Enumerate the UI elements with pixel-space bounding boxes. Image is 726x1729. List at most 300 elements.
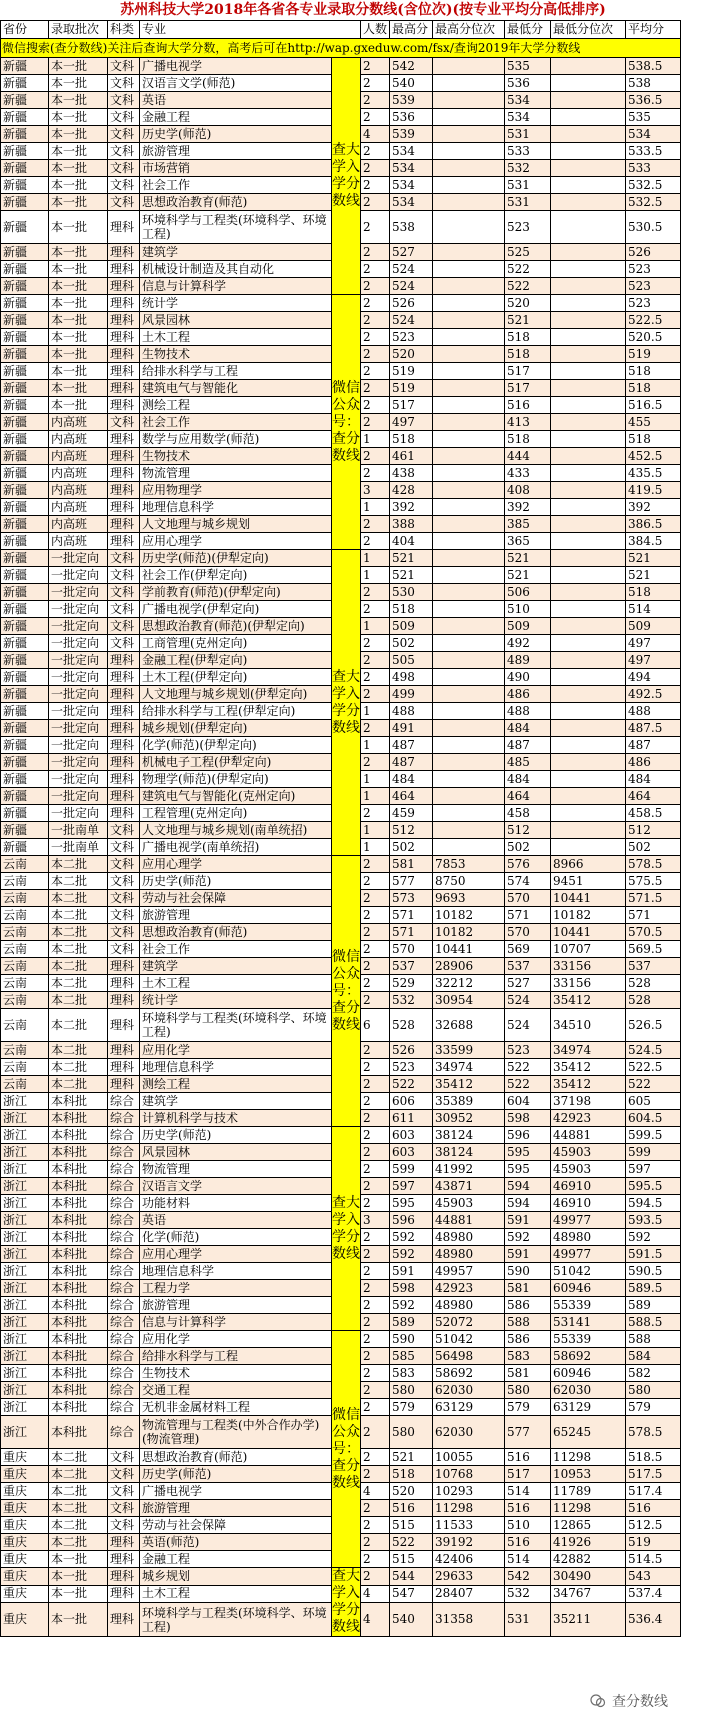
cell-avg-score: 571.5 [626, 890, 681, 907]
cell-category: 综合 [108, 1348, 140, 1365]
cell-major: 人文地理与城乡规划 [140, 516, 332, 533]
cell-min-score: 536 [505, 75, 551, 92]
cell-batch: 本二批 [49, 907, 108, 924]
cell-avg-score: 522.5 [626, 312, 681, 329]
cell-max-score: 580 [390, 1382, 433, 1399]
cell-min-score: 516 [505, 1500, 551, 1517]
cell-category: 理科 [108, 261, 140, 278]
cell-count: 2 [361, 1314, 390, 1331]
cell-min-rank: 46910 [551, 1178, 626, 1195]
cell-category: 文科 [108, 1517, 140, 1534]
cell-max-score: 499 [390, 686, 433, 703]
cell-min-rank [551, 533, 626, 550]
cell-max-score: 498 [390, 669, 433, 686]
cell-avg-score: 392 [626, 499, 681, 516]
cell-category: 理科 [108, 1076, 140, 1093]
cell-min-score: 518 [505, 431, 551, 448]
cell-min-rank [551, 686, 626, 703]
cell-max-rank [433, 329, 505, 346]
cell-major: 应用化学 [140, 1042, 332, 1059]
cell-count: 2 [361, 1568, 390, 1586]
cell-max-score: 438 [390, 465, 433, 482]
cell-max-rank: 48980 [433, 1246, 505, 1263]
cell-min-rank [551, 618, 626, 635]
cell-max-rank: 32688 [433, 1009, 505, 1042]
cell-max-score: 532 [390, 992, 433, 1009]
cell-min-rank: 34510 [551, 1009, 626, 1042]
cell-count: 1 [361, 431, 390, 448]
cell-major: 历史学(师范) [140, 1466, 332, 1483]
cell-count: 2 [361, 1297, 390, 1314]
cell-batch: 本科批 [49, 1093, 108, 1110]
cell-max-rank [433, 431, 505, 448]
cell-min-rank: 10182 [551, 907, 626, 924]
cell-category: 理科 [108, 211, 140, 244]
cell-batch: 本一批 [49, 143, 108, 160]
cell-max-rank [433, 618, 505, 635]
cell-avg-score: 569.5 [626, 941, 681, 958]
cell-category: 理科 [108, 499, 140, 516]
wechat-icon [590, 1693, 606, 1709]
cell-batch: 本一批 [49, 1585, 108, 1603]
cell-max-rank: 30954 [433, 992, 505, 1009]
table-row [1, 1127, 681, 1144]
cell-max-score: 597 [390, 1178, 433, 1195]
cell-category: 理科 [108, 278, 140, 295]
cell-avg-score: 452.5 [626, 448, 681, 465]
cell-avg-score: 578.5 [626, 856, 681, 873]
cell-province: 新疆 [1, 499, 49, 516]
cell-max-rank: 8750 [433, 873, 505, 890]
cell-min-score: 464 [505, 788, 551, 805]
cell-max-score: 484 [390, 771, 433, 788]
cell-min-rank [551, 448, 626, 465]
cell-avg-score: 512.5 [626, 1517, 681, 1534]
cell-count: 1 [361, 499, 390, 516]
cell-min-rank [551, 143, 626, 160]
cell-count: 2 [361, 924, 390, 941]
cell-category: 综合 [108, 1263, 140, 1280]
cell-max-score: 524 [390, 261, 433, 278]
cell-avg-score: 528 [626, 992, 681, 1009]
cell-major: 环境科学与工程类(环境科学、环境工程) [140, 1603, 332, 1637]
cell-province: 新疆 [1, 397, 49, 414]
cell-min-score: 521 [505, 567, 551, 584]
cell-min-rank [551, 703, 626, 720]
cell-max-score: 544 [390, 1568, 433, 1586]
cell-max-rank [433, 465, 505, 482]
cell-max-score: 526 [390, 295, 433, 312]
cell-avg-score: 516.5 [626, 397, 681, 414]
cell-max-rank [433, 346, 505, 363]
cell-min-score: 569 [505, 941, 551, 958]
cell-province: 浙江 [1, 1331, 49, 1348]
cell-min-score: 531 [505, 126, 551, 143]
cell-major: 应用物理学 [140, 482, 332, 499]
cell-min-score: 579 [505, 1399, 551, 1416]
cell-max-rank [433, 737, 505, 754]
cell-min-score: 485 [505, 754, 551, 771]
cell-min-rank [551, 652, 626, 669]
cell-min-score: 594 [505, 1178, 551, 1195]
watermark [590, 1688, 710, 1714]
cell-min-rank [551, 244, 626, 261]
cell-batch: 本科批 [49, 1212, 108, 1229]
cell-max-rank [433, 839, 505, 856]
cell-min-score: 488 [505, 703, 551, 720]
cell-max-score: 577 [390, 873, 433, 890]
cell-category: 理科 [108, 669, 140, 686]
cell-min-score: 586 [505, 1331, 551, 1348]
cell-min-rank: 35412 [551, 992, 626, 1009]
cell-province: 新疆 [1, 380, 49, 397]
cell-max-rank [433, 788, 505, 805]
cell-province: 新疆 [1, 533, 49, 550]
cell-batch: 内高班 [49, 431, 108, 448]
cell-category: 文科 [108, 414, 140, 431]
cell-count: 6 [361, 1009, 390, 1042]
cell-batch: 一批南单 [49, 839, 108, 856]
cell-min-score: 512 [505, 822, 551, 839]
cell-avg-score: 524.5 [626, 1042, 681, 1059]
watermark-text: 查分数线 [612, 1694, 668, 1710]
cell-province: 浙江 [1, 1348, 49, 1365]
cell-max-rank [433, 567, 505, 584]
cell-max-score: 570 [390, 941, 433, 958]
cell-province: 新疆 [1, 244, 49, 261]
cell-min-rank [551, 346, 626, 363]
cell-max-score: 519 [390, 380, 433, 397]
cell-max-score: 580 [390, 1416, 433, 1449]
cell-min-rank: 42923 [551, 1110, 626, 1127]
cell-min-score: 535 [505, 58, 551, 75]
cell-min-rank: 33156 [551, 975, 626, 992]
cell-avg-score: 521 [626, 567, 681, 584]
cell-major: 应用心理学 [140, 1246, 332, 1263]
cell-min-rank [551, 601, 626, 618]
cell-batch: 本科批 [49, 1161, 108, 1178]
cell-count: 2 [361, 1534, 390, 1551]
cell-min-score: 502 [505, 839, 551, 856]
cell-min-rank [551, 109, 626, 126]
cell-min-rank: 33156 [551, 958, 626, 975]
side-ad-text: 微信公众号：查分数线 [332, 856, 361, 1127]
cell-major: 汉语言文学 [140, 1178, 332, 1195]
cell-max-rank: 56498 [433, 1348, 505, 1365]
cell-batch: 本一批 [49, 92, 108, 109]
cell-province: 浙江 [1, 1246, 49, 1263]
cell-province: 新疆 [1, 550, 49, 567]
cell-count: 3 [361, 1212, 390, 1229]
cell-min-rank [551, 261, 626, 278]
cell-min-rank: 48980 [551, 1229, 626, 1246]
cell-major: 生物技术 [140, 1365, 332, 1382]
cell-avg-score: 487.5 [626, 720, 681, 737]
cell-category: 综合 [108, 1365, 140, 1382]
cell-avg-score: 517.4 [626, 1483, 681, 1500]
cell-min-score: 595 [505, 1144, 551, 1161]
cell-province: 重庆 [1, 1517, 49, 1534]
cell-min-score: 576 [505, 856, 551, 873]
cell-batch: 本科批 [49, 1144, 108, 1161]
cell-province: 云南 [1, 975, 49, 992]
cell-max-rank: 38124 [433, 1127, 505, 1144]
cell-max-rank: 32212 [433, 975, 505, 992]
cell-major: 英语 [140, 92, 332, 109]
cell-avg-score: 599.5 [626, 1127, 681, 1144]
cell-major: 社会工作 [140, 177, 332, 194]
cell-min-score: 516 [505, 1449, 551, 1466]
cell-province: 新疆 [1, 278, 49, 295]
cell-province: 云南 [1, 958, 49, 975]
cell-max-score: 528 [390, 1009, 433, 1042]
cell-category: 理科 [108, 431, 140, 448]
cell-category: 理科 [108, 737, 140, 754]
cell-major: 风景园林 [140, 312, 332, 329]
cell-max-score: 523 [390, 329, 433, 346]
cell-batch: 本二批 [49, 1059, 108, 1076]
cell-avg-score: 578.5 [626, 1416, 681, 1449]
cell-max-rank [433, 822, 505, 839]
cell-max-rank: 11533 [433, 1517, 505, 1534]
cell-major: 风景园林 [140, 1144, 332, 1161]
cell-major: 物理学(师范)(伊犁定向) [140, 771, 332, 788]
cell-min-rank: 41926 [551, 1534, 626, 1551]
cell-batch: 内高班 [49, 414, 108, 431]
side-ad-text: 微信公众号：查分数线 [332, 295, 361, 550]
cell-category: 综合 [108, 1280, 140, 1297]
cell-max-rank: 42406 [433, 1551, 505, 1568]
cell-max-rank [433, 397, 505, 414]
cell-major: 广播电视学 [140, 1483, 332, 1500]
cell-major: 广播电视学(南单统招) [140, 839, 332, 856]
header-cell: 最低分 [505, 21, 551, 39]
cell-max-rank: 29633 [433, 1568, 505, 1586]
cell-max-score: 530 [390, 584, 433, 601]
cell-category: 理科 [108, 805, 140, 822]
cell-min-rank: 60946 [551, 1280, 626, 1297]
cell-max-score: 517 [390, 397, 433, 414]
cell-province: 新疆 [1, 261, 49, 278]
cell-category: 文科 [108, 75, 140, 92]
cell-avg-score: 523 [626, 295, 681, 312]
cell-category: 综合 [108, 1416, 140, 1449]
cell-min-score: 604 [505, 1093, 551, 1110]
cell-province: 新疆 [1, 686, 49, 703]
cell-major: 城乡规划(伊犁定向) [140, 720, 332, 737]
cell-count: 1 [361, 839, 390, 856]
cell-batch: 本一批 [49, 329, 108, 346]
cell-province: 云南 [1, 907, 49, 924]
cell-count: 2 [361, 143, 390, 160]
cell-major: 应用心理学 [140, 533, 332, 550]
cell-category: 文科 [108, 143, 140, 160]
cell-batch: 一批定向 [49, 805, 108, 822]
cell-province: 浙江 [1, 1399, 49, 1416]
cell-batch: 一批定向 [49, 686, 108, 703]
cell-category: 理科 [108, 771, 140, 788]
cell-province: 云南 [1, 1076, 49, 1093]
cell-major: 功能材料 [140, 1195, 332, 1212]
cell-category: 文科 [108, 58, 140, 75]
cell-min-rank [551, 431, 626, 448]
cell-min-rank [551, 177, 626, 194]
cell-batch: 一批定向 [49, 737, 108, 754]
cell-max-score: 497 [390, 414, 433, 431]
cell-avg-score: 523 [626, 278, 681, 295]
cell-avg-score: 384.5 [626, 533, 681, 550]
cell-count: 2 [361, 261, 390, 278]
cell-major: 建筑学 [140, 1093, 332, 1110]
cell-avg-score: 571 [626, 907, 681, 924]
cell-max-rank [433, 414, 505, 431]
cell-major: 社会工作 [140, 414, 332, 431]
cell-min-score: 532 [505, 1585, 551, 1603]
cell-max-score: 518 [390, 431, 433, 448]
cell-count: 2 [361, 1246, 390, 1263]
cell-min-rank: 44881 [551, 1127, 626, 1144]
cell-major: 建筑电气与智能化(克州定向) [140, 788, 332, 805]
header-cell: 最高分位次 [433, 21, 505, 39]
cell-min-score: 581 [505, 1365, 551, 1382]
side-ad-text: 查大学入学分数线 [332, 1568, 360, 1635]
table-row [1, 295, 681, 312]
cell-min-rank [551, 75, 626, 92]
cell-batch: 本二批 [49, 1042, 108, 1059]
cell-max-score: 611 [390, 1110, 433, 1127]
cell-category: 理科 [108, 1551, 140, 1568]
cell-max-score: 464 [390, 788, 433, 805]
cell-province: 新疆 [1, 618, 49, 635]
cell-major: 人文地理与城乡规划(南单统招) [140, 822, 332, 839]
cell-category: 理科 [108, 720, 140, 737]
cell-min-rank [551, 465, 626, 482]
cell-count: 2 [361, 652, 390, 669]
cell-category: 文科 [108, 618, 140, 635]
cell-max-score: 509 [390, 618, 433, 635]
cell-major: 旅游管理 [140, 143, 332, 160]
cell-category: 综合 [108, 1195, 140, 1212]
cell-avg-score: 526 [626, 244, 681, 261]
cell-avg-score: 597 [626, 1161, 681, 1178]
cell-category: 文科 [108, 839, 140, 856]
cell-count: 2 [361, 1500, 390, 1517]
cell-batch: 一批定向 [49, 669, 108, 686]
cell-min-score: 458 [505, 805, 551, 822]
cell-count: 1 [361, 737, 390, 754]
cell-batch: 一批定向 [49, 550, 108, 567]
cell-avg-score: 599 [626, 1144, 681, 1161]
cell-min-rank: 34974 [551, 1042, 626, 1059]
cell-min-score: 413 [505, 414, 551, 431]
cell-max-rank: 44881 [433, 1212, 505, 1229]
cell-max-rank: 31358 [433, 1603, 505, 1637]
cell-batch: 一批定向 [49, 652, 108, 669]
cell-min-score: 433 [505, 465, 551, 482]
cell-batch: 本一批 [49, 75, 108, 92]
header-cell: 省份 [1, 21, 49, 39]
cell-major: 劳动与社会保障 [140, 1517, 332, 1534]
cell-min-rank: 35412 [551, 1059, 626, 1076]
cell-max-rank: 41992 [433, 1161, 505, 1178]
cell-province: 浙江 [1, 1212, 49, 1229]
cell-max-rank: 52072 [433, 1314, 505, 1331]
cell-count: 2 [361, 380, 390, 397]
cell-max-score: 534 [390, 143, 433, 160]
cell-max-rank [433, 363, 505, 380]
cell-major: 人文地理与城乡规划(伊犁定向) [140, 686, 332, 703]
cell-major: 英语(师范) [140, 1534, 332, 1551]
cell-min-score: 537 [505, 958, 551, 975]
cell-count: 2 [361, 516, 390, 533]
cell-batch: 本一批 [49, 194, 108, 211]
cell-min-score: 484 [505, 720, 551, 737]
cell-batch: 本科批 [49, 1382, 108, 1399]
cell-category: 理科 [108, 448, 140, 465]
cell-count: 2 [361, 160, 390, 177]
header-cell: 科类 [108, 21, 140, 39]
cell-count: 4 [361, 126, 390, 143]
cell-category: 文科 [108, 1466, 140, 1483]
cell-count: 2 [361, 465, 390, 482]
cell-province: 浙江 [1, 1144, 49, 1161]
cell-avg-score: 533.5 [626, 143, 681, 160]
cell-max-rank [433, 720, 505, 737]
ad-line: 微信搜索(查分数线)关注后查询大学分数，高考后可在http://wap.gxeduw.com/fsx/查询2019年大学分数线 [1, 39, 681, 58]
cell-avg-score: 528 [626, 975, 681, 992]
cell-avg-score: 520.5 [626, 329, 681, 346]
cell-category: 文科 [108, 822, 140, 839]
cell-province: 浙江 [1, 1314, 49, 1331]
cell-min-score: 531 [505, 1603, 551, 1637]
cell-category: 综合 [108, 1093, 140, 1110]
cell-category: 综合 [108, 1382, 140, 1399]
cell-min-score: 522 [505, 261, 551, 278]
cell-batch: 本一批 [49, 1551, 108, 1568]
cell-major: 历史学(师范) [140, 1127, 332, 1144]
cell-max-rank: 33599 [433, 1042, 505, 1059]
cell-major: 历史学(师范) [140, 126, 332, 143]
cell-province: 新疆 [1, 482, 49, 499]
cell-count: 3 [361, 482, 390, 499]
cell-max-score: 512 [390, 822, 433, 839]
cell-max-score: 519 [390, 363, 433, 380]
cell-min-rank [551, 754, 626, 771]
cell-max-score: 606 [390, 1093, 433, 1110]
cell-max-rank [433, 244, 505, 261]
cell-avg-score: 522 [626, 1076, 681, 1093]
cell-category: 文科 [108, 856, 140, 873]
cell-max-rank: 51042 [433, 1331, 505, 1348]
cell-max-rank [433, 143, 505, 160]
cell-count: 2 [361, 312, 390, 329]
cell-major: 工商管理(克州定向) [140, 635, 332, 652]
cell-province: 云南 [1, 992, 49, 1009]
cell-avg-score: 518 [626, 584, 681, 601]
cell-avg-score: 488 [626, 703, 681, 720]
cell-avg-score: 535 [626, 109, 681, 126]
cell-avg-score: 484 [626, 771, 681, 788]
cell-province: 新疆 [1, 346, 49, 363]
cell-min-rank: 11298 [551, 1500, 626, 1517]
cell-avg-score: 458.5 [626, 805, 681, 822]
cell-min-score: 517 [505, 363, 551, 380]
cell-batch: 本科批 [49, 1229, 108, 1246]
cell-major: 无机非金属材料工程 [140, 1399, 332, 1416]
cell-province: 新疆 [1, 329, 49, 346]
cell-min-rank [551, 788, 626, 805]
cell-count: 2 [361, 278, 390, 295]
